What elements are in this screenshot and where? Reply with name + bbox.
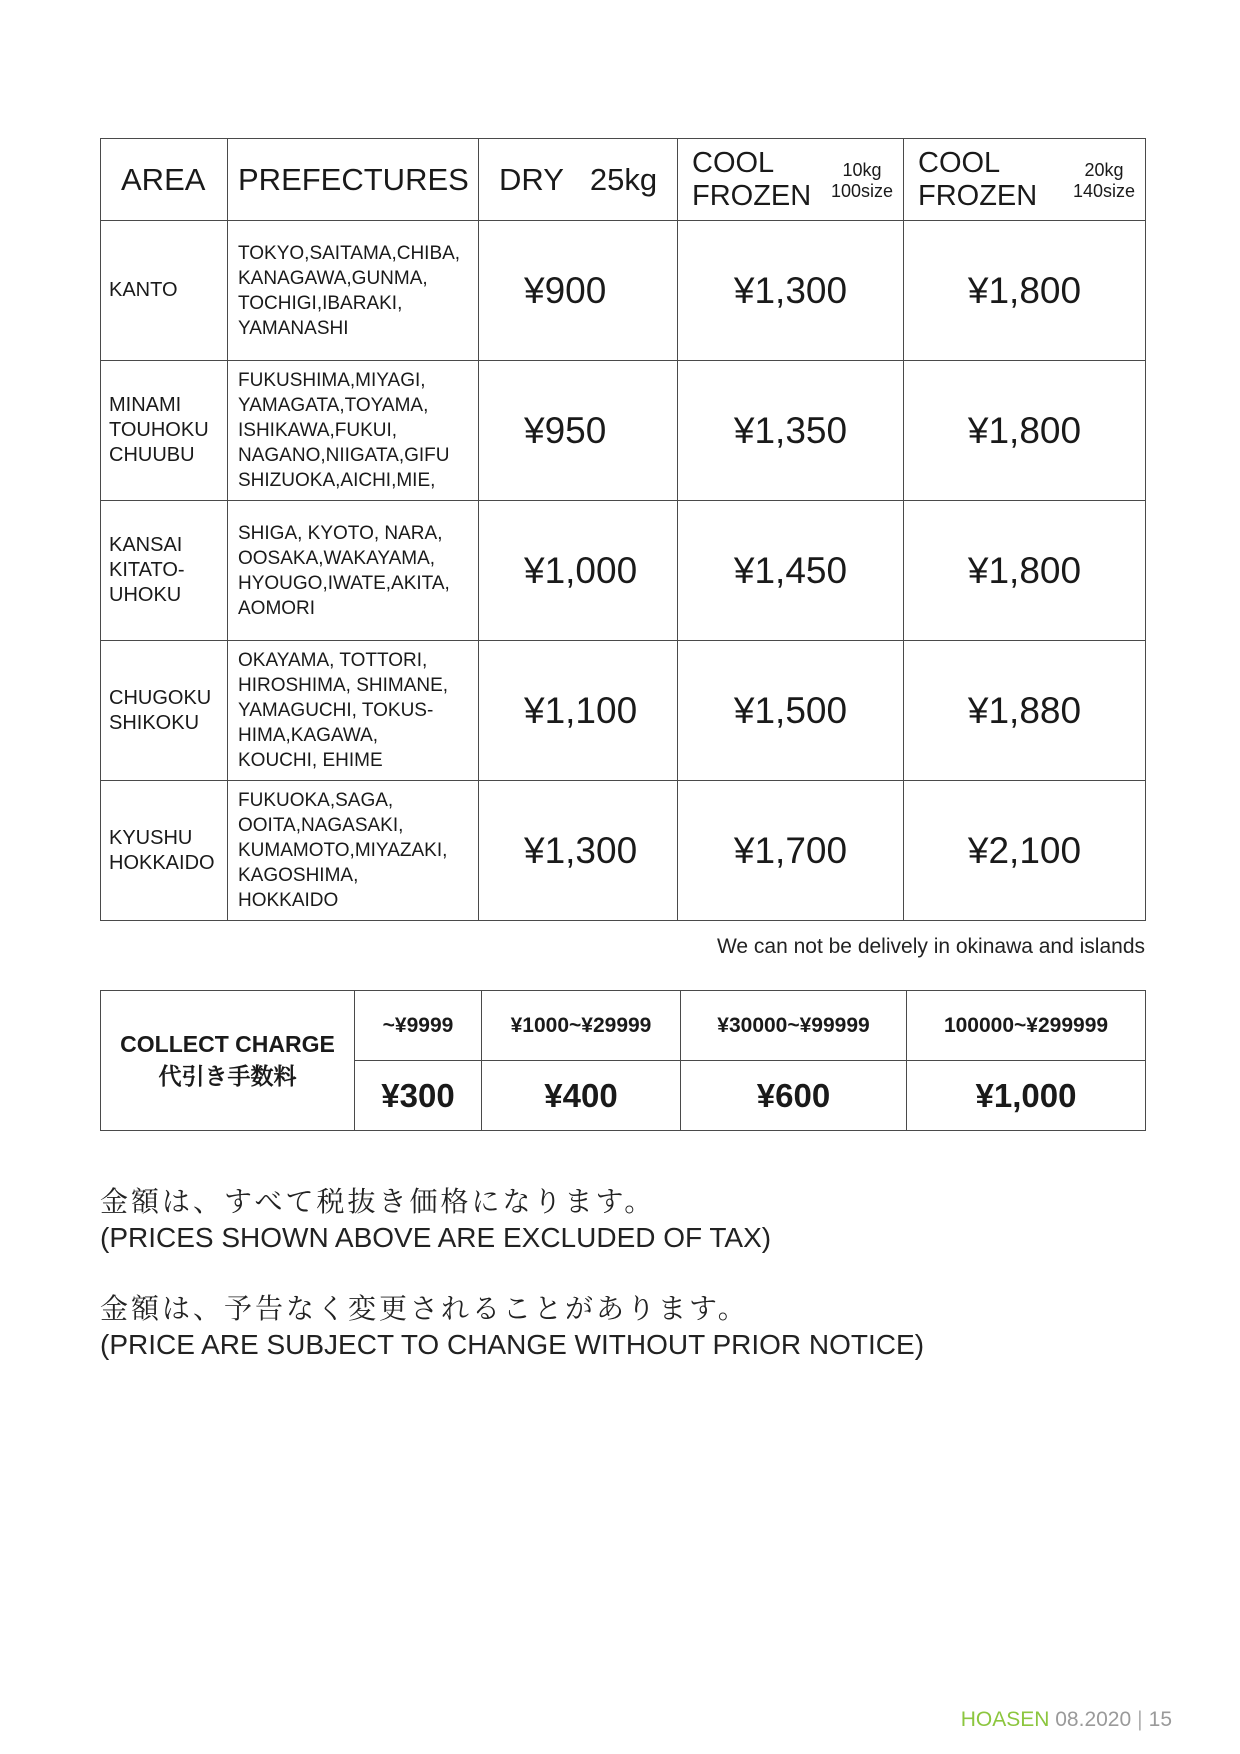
shipping-header-row [101, 139, 1146, 221]
cool-10kg-price: ¥1,500 [678, 641, 904, 781]
header-cool-20kg-size: 140size [1072, 181, 1135, 201]
tax-notice-en: (PRICES SHOWN ABOVE ARE EXCLUDED OF TAX) [100, 1222, 772, 1253]
header-cool-10kg-line2: FROZEN [692, 180, 812, 212]
header-dry [479, 139, 678, 221]
area-cell: KYUSHU HOKKAIDO [101, 781, 228, 921]
prefectures-cell: FUKUSHIMA,MIYAGI, YAMAGATA,TOYAMA, ISHIKAWA,FUKUI, NAGANO,NIIGATA,GIFU SHIZUOKA,AICHI,MIE, [228, 361, 479, 501]
cool-20kg-price: ¥1,800 [904, 221, 1146, 361]
collect-charge-label [101, 991, 355, 1131]
dry-price: ¥1,000 [479, 501, 678, 641]
collect-fee: ¥300 [355, 1061, 482, 1131]
footer-brand: HOASEN [960, 1708, 1050, 1731]
area-cell: KANTO [101, 221, 228, 361]
header-area: AREA [101, 139, 228, 221]
header-cool-20kg-weight: 20kg [1084, 160, 1124, 180]
collect-charge-label-en: COLLECT CHARGE [120, 1030, 335, 1057]
change-notice-en: (PRICE ARE SUBJECT TO CHANGE WITHOUT PRIOR NOTICE) [100, 1329, 925, 1360]
area-cell: CHUGOKU SHIKOKU [101, 641, 228, 781]
header-cool-20kg [904, 139, 1146, 221]
area-cell: KANSAI KITATO- UHOKU [101, 501, 228, 641]
dry-price: ¥950 [479, 361, 678, 501]
cool-20kg-price: ¥1,880 [904, 641, 1146, 781]
prefectures-cell: FUKUOKA,SAGA, OOITA,NAGASAKI, KUMAMOTO,MIYAZAKI, KAGOSHIMA, HOKKAIDO [228, 781, 479, 921]
cool-20kg-price: ¥2,100 [904, 781, 1146, 921]
delivery-exclusion-note: We can not be delively in okinawa and islands [716, 935, 1145, 958]
footer-separator: | [1137, 1708, 1143, 1731]
header-prefectures: PREFECTURES [228, 139, 479, 221]
collect-charge-table [100, 990, 1146, 1131]
table-row [101, 361, 1146, 501]
area-cell: MINAMI TOUHOKU CHUUBU [101, 361, 228, 501]
dry-price: ¥1,100 [479, 641, 678, 781]
table-row [101, 641, 1146, 781]
cool-10kg-price: ¥1,450 [678, 501, 904, 641]
cool-10kg-price: ¥1,700 [678, 781, 904, 921]
collect-range-row [101, 991, 1146, 1061]
prefectures-cell: TOKYO,SAITAMA,CHIBA, KANAGAWA,GUNMA, TOCHIGI,IBARAKI, YAMANASHI [228, 221, 479, 361]
tax-notice-jp: 金額は、すべて税抜き価格になります。 [100, 1185, 656, 1218]
header-cool-10kg-label [692, 147, 811, 213]
cool-10kg-price: ¥1,300 [678, 221, 904, 361]
header-cool-10kg-line1: COOL [692, 147, 775, 179]
collect-range: 100000~¥299999 [907, 991, 1146, 1061]
shipping-rate-table [100, 138, 1146, 921]
cool-20kg-price: ¥1,800 [904, 501, 1146, 641]
cool-10kg-price: ¥1,350 [678, 361, 904, 501]
header-cool-10kg-weight: 10kg [842, 160, 882, 180]
header-cool-10kg [678, 139, 904, 221]
header-cool-10kg-spec [831, 160, 893, 202]
table-row [101, 501, 1146, 641]
prefectures-cell: OKAYAMA, TOTTORI, HIROSHIMA, SHIMANE, YAMAGUCHI, TOKUS- HIMA,KAGAWA, KOUCHI, EHIME [228, 641, 479, 781]
footer-date: 08.2020 [1055, 1708, 1132, 1731]
collect-fee: ¥1,000 [907, 1061, 1146, 1131]
collect-fee: ¥600 [681, 1061, 907, 1131]
collect-range: ¥30000~¥99999 [681, 991, 907, 1061]
page-number: 15 [1148, 1708, 1172, 1731]
header-cool-20kg-label [918, 147, 1037, 213]
dry-price: ¥1,300 [479, 781, 678, 921]
header-cool-10kg-size: 100size [830, 181, 893, 201]
collect-fee: ¥400 [482, 1061, 681, 1131]
cool-20kg-price: ¥1,800 [904, 361, 1146, 501]
header-cool-20kg-spec [1073, 160, 1135, 202]
header-cool-20kg-line1: COOL [918, 147, 1001, 179]
change-notice-jp: 金額は、予告なく変更されることがあります。 [100, 1292, 749, 1325]
dry-price: ¥900 [479, 221, 678, 361]
prefectures-cell: SHIGA, KYOTO, NARA, OOSAKA,WAKAYAMA, HYOUGO,IWATE,AKITA, AOMORI [228, 501, 479, 641]
table-row [101, 221, 1146, 361]
collect-charge-label-jp: 代引き手数料 [158, 1063, 297, 1090]
header-dry-weight: 25kg [589, 161, 658, 197]
header-cool-20kg-line2: FROZEN [918, 180, 1038, 212]
table-row [101, 781, 1146, 921]
page-footer [961, 1708, 1172, 1732]
header-dry-label: DRY [499, 161, 564, 197]
collect-range: ¥1000~¥29999 [482, 991, 681, 1061]
collect-range: ~¥9999 [355, 991, 482, 1061]
